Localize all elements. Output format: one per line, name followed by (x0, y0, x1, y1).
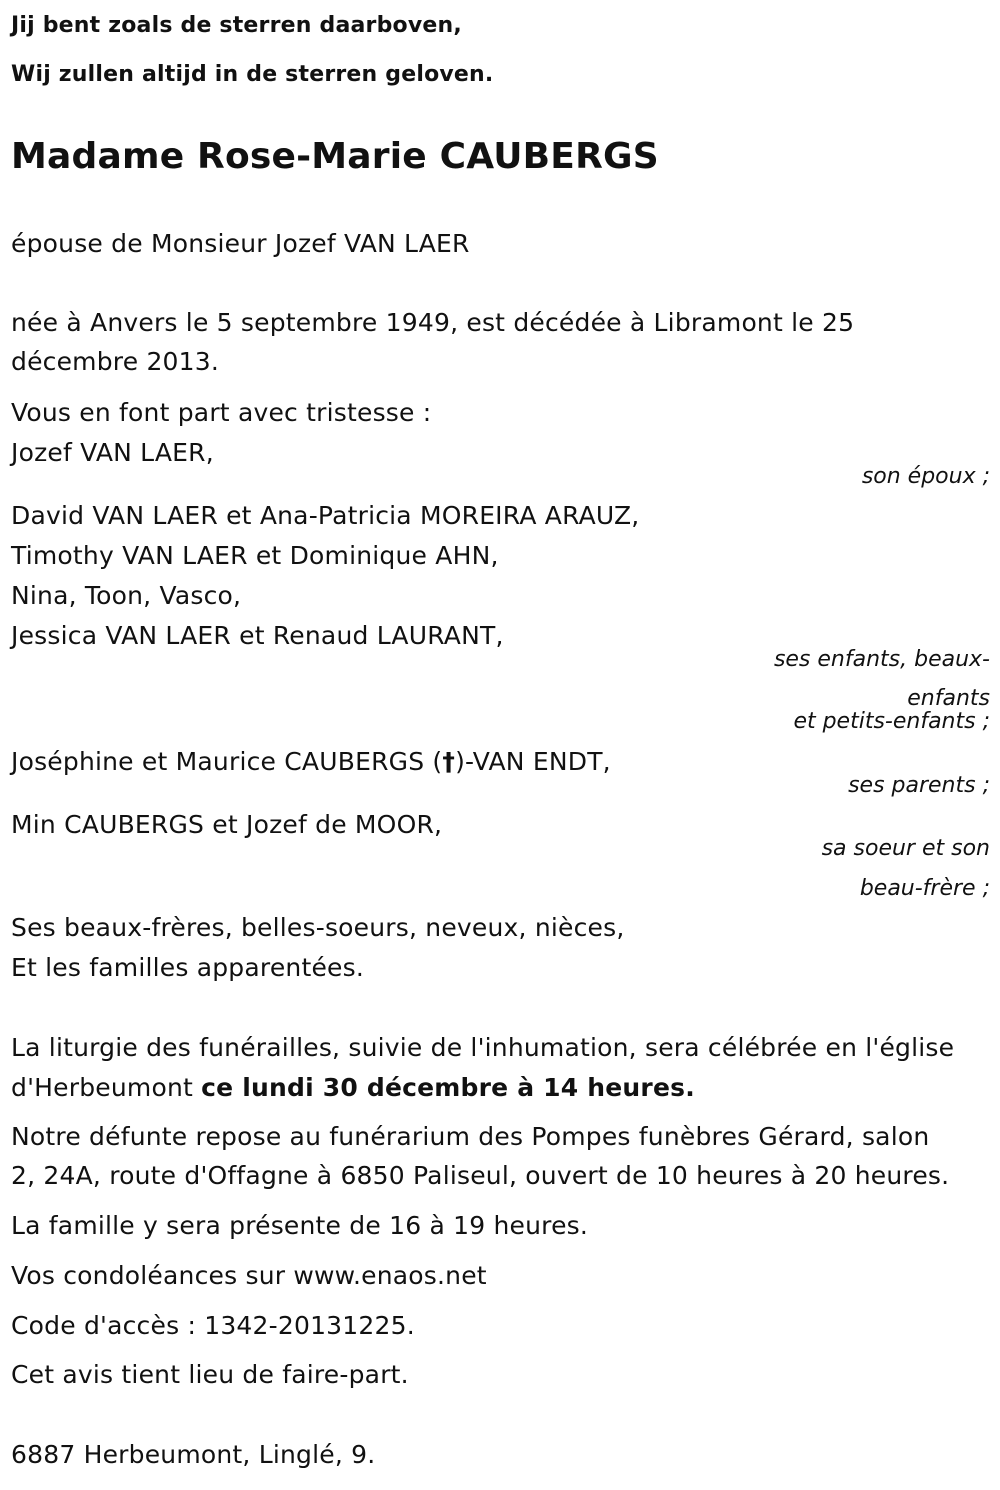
funeral-location: d'Herbeumont (11, 1073, 202, 1102)
children-role-line-1: ses enfants, beaux- (773, 647, 990, 672)
parents-role: ses parents ; (848, 773, 990, 798)
children-role-line-2: enfants (907, 686, 990, 711)
funeral-line-1: La liturgie des funérailles, suivie de l'inhumation, sera célébrée en l'église (11, 1033, 955, 1062)
announcement-intro: Vous en font part avec tristesse : (11, 398, 432, 427)
sister-role-line-1: sa soeur et son (821, 836, 990, 861)
birth-death-line-1: née à Anvers le 5 septembre 1949, est décédée à Libramont le 25 (11, 308, 855, 337)
sister-line: Min CAUBERGS et Jozef de MOOR, (11, 810, 443, 839)
spouse-name: Jozef VAN LAER, (11, 438, 214, 467)
parents-names: Joséphine et Maurice CAUBERGS ( (11, 747, 443, 776)
child-line: Timothy VAN LAER et Dominique AHN, (11, 541, 499, 570)
epigraph-line-2: Wij zullen altijd in de sterren geloven. (11, 62, 494, 87)
child-line: Nina, Toon, Vasco, (11, 581, 242, 610)
condolences-link[interactable]: Vos condoléances sur www.enaos.net (11, 1261, 487, 1290)
access-code: Code d'accès : 1342-20131225. (11, 1311, 415, 1340)
parents-line (11, 742, 611, 782)
child-line: Jessica VAN LAER et Renaud LAURANT, (11, 621, 504, 650)
funerarium-line-2: 2, 24A, route d'Offagne à 6850 Paliseul, ouvert de 10 heures à 20 heures. (11, 1161, 950, 1190)
address: 6887 Herbeumont, Linglé, 9. (11, 1440, 376, 1469)
notice-statement: Cet avis tient lieu de faire-part. (11, 1360, 409, 1389)
funerarium-line-1: Notre défunte repose au funérarium des Pompes funèbres Gérard, salon (11, 1122, 930, 1151)
parents-names-end: )-VAN ENDT, (455, 747, 611, 776)
birth-death-line-2: décembre 2013. (11, 347, 220, 376)
funeral-date: ce lundi 30 décembre à 14 heures. (201, 1073, 695, 1102)
epigraph-line-1: Jij bent zoals de sterren daarboven, (11, 13, 462, 38)
cross-icon: † (442, 747, 456, 776)
spouse-line: épouse de Monsieur Jozef VAN LAER (11, 229, 470, 258)
child-line: David VAN LAER et Ana-Patricia MOREIRA ARAUZ, (11, 501, 640, 530)
extended-family-line-1: Ses beaux-frères, belles-soeurs, neveux, nièces, (11, 913, 625, 942)
deceased-name: Madame Rose-Marie CAUBERGS (11, 136, 659, 177)
family-presence: La famille y sera présente de 16 à 19 heures. (11, 1211, 589, 1240)
children-role-line-3: et petits-enfants ; (793, 709, 990, 734)
extended-family-line-2: Et les familles apparentées. (11, 953, 364, 982)
sister-role-line-2: beau-frère ; (859, 876, 990, 901)
funeral-line-2 (11, 1068, 695, 1108)
spouse-role: son époux ; (861, 464, 990, 489)
